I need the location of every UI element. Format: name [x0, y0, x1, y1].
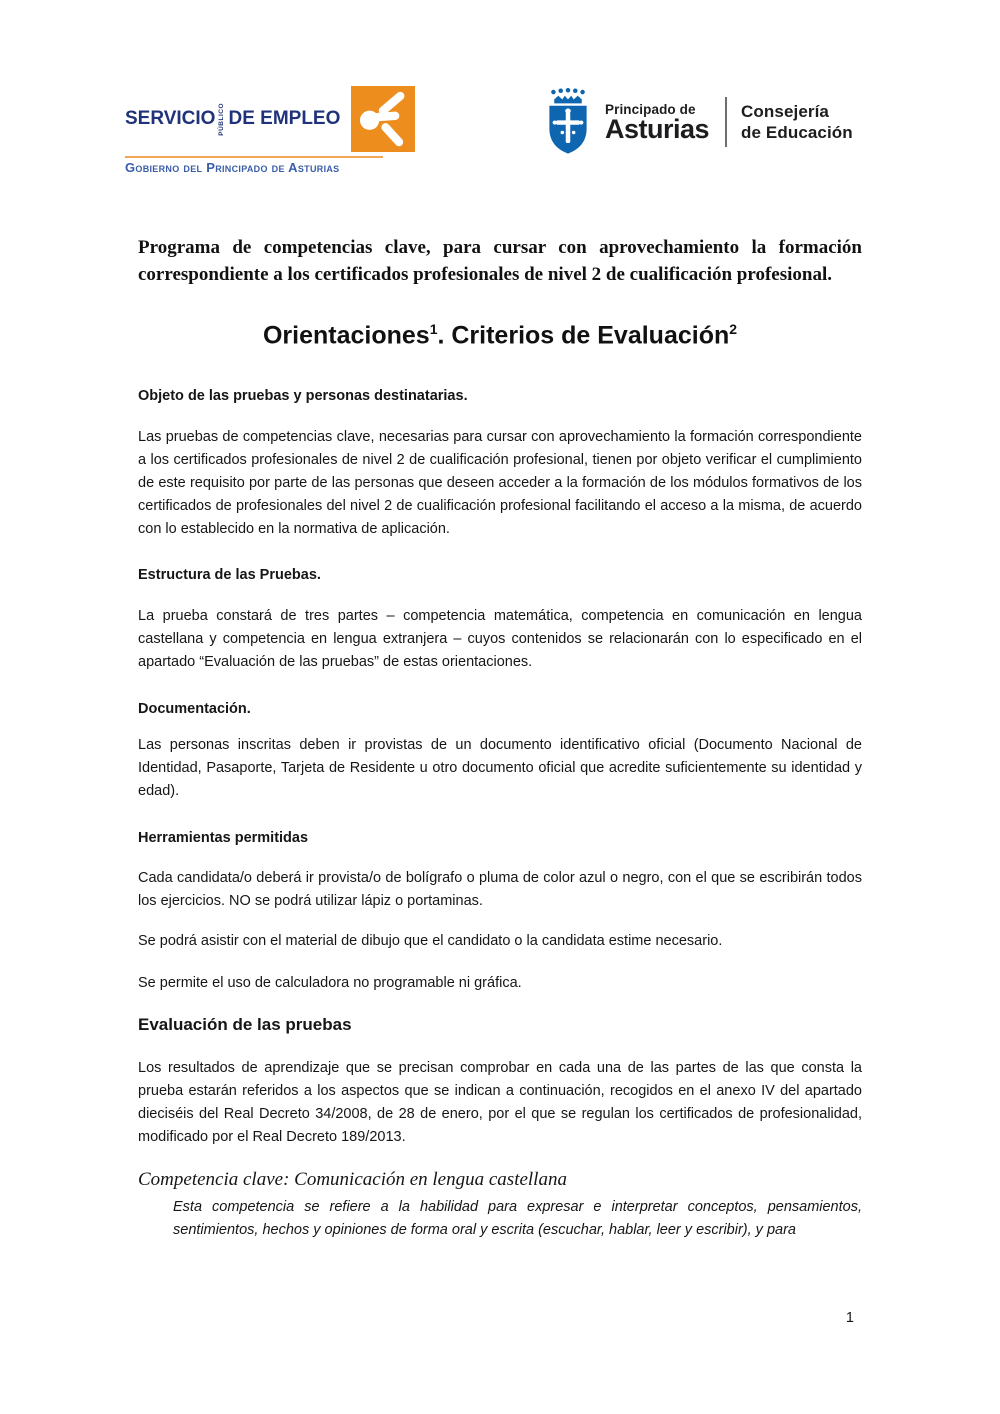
gobierno-subtitle: Gobierno del Principado de Asturias	[125, 160, 340, 175]
logo-underline	[125, 156, 383, 158]
section-heading-evaluacion: Evaluación de las pruebas	[138, 1015, 352, 1035]
section-paragraph: La prueba constará de tres partes – competencia matemática, competencia en comunicación en lengua castellana y competencia en lengua extranjera – cuyos contenidos se relacionarán con lo especificado en el apartado “Evaluación de las pruebas” de estas orientaciones.	[138, 608, 862, 671]
page-number: 1	[845, 1310, 854, 1326]
employment-service-logo	[125, 86, 383, 175]
consejeria-line2: de Educación	[741, 123, 853, 142]
section-heading-competencia-clave: Competencia clave: Comunicación en lengua castellana	[138, 1169, 567, 1191]
asturias-shield-icon	[543, 88, 593, 156]
publico-vertical-label: PÚBLICO	[218, 102, 226, 136]
section-heading-documentacion: Documentación.	[138, 701, 251, 718]
section-paragraph: Esta competencia se refiere a la habilidad para expresar e interpretar conceptos, pensamientos, sentimientos, hechos y opiniones de forma oral y escrita (escuchar, hablar, leer y escribir), y para	[173, 1199, 862, 1239]
section-paragraph: Los resultados de aprendizaje que se precisan comprobar en cada una de las partes de las que consta la prueba estarán referidos a los aspectos que se indican a continuación, recogidos en el anexo IV del apartado dieciséis del Real Decreto 34/2008, de 28 de enero, por el que se regulan los certificados de profesionalidad, modificado por el Real Decreto 189/2013.	[138, 1060, 862, 1146]
footnote-marker-2: 2	[729, 321, 738, 337]
title-part1: Orientaciones	[262, 321, 430, 350]
de-empleo-label: DE EMPLEO	[228, 108, 341, 129]
principado-de-label: Principado de	[605, 102, 696, 117]
section-paragraph: Las personas inscritas deben ir provistas de un documento identificativo oficial (Documento Nacional de Identidad, Pasaporte, Tarjeta de Residente u otro documento oficial que acredite suficientemente su identidad y edad).	[138, 737, 862, 800]
intro-paragraph: Programa de competencias clave, para cursar con aprovechamiento la formación correspondiente a los certificados profesionales de nivel 2 de cualificación profesional.	[138, 237, 862, 285]
asturias-logo	[543, 88, 853, 156]
person-share-icon	[351, 86, 415, 152]
section-paragraph: Cada candidata/o deberá ir provista/o de bolígrafo o pluma de color azul o negro, con el que se escribirán todos los ejercicios. NO se podrá utilizar lápiz o portaminas.	[138, 870, 862, 910]
asturias-label: Asturias	[605, 114, 710, 144]
consejeria-label	[741, 101, 853, 143]
servicio-label: SERVICIO	[125, 108, 216, 129]
document-content	[138, 234, 862, 1242]
consejeria-line1: Consejería	[741, 102, 829, 121]
section-paragraph: Se permite el uso de calculadora no programable ni gráfica.	[138, 975, 522, 992]
employment-service-logo-row	[125, 86, 383, 152]
section-heading-objeto: Objeto de las pruebas y personas destinatarias.	[138, 388, 468, 405]
footnote-marker-1: 1	[429, 321, 438, 337]
section-heading-herramientas: Herramientas permitidas	[138, 830, 309, 847]
section-paragraph: Se podrá asistir con el material de dibujo que el candidato o la candidata estime necesario.	[138, 933, 723, 950]
asturias-wordmark	[605, 102, 709, 142]
section-paragraph: Las pruebas de competencias clave, necesarias para cursar con aprovechamiento la formación correspondiente a los certificados profesionales de nivel 2 de cualificación profesional, tienen por objeto verificar el cumplimiento de este requisito por parte de las personas que deseen acceder a la formación de los módulos formativos de los certificados de profesionales del nivel 2 de cualificación profesional facilitando el acceso a la misma, de acuerdo con lo establecido en la normativa de aplicación.	[138, 429, 862, 538]
employment-service-wordmark	[125, 103, 340, 136]
logo-divider	[725, 97, 727, 147]
page-title	[138, 321, 862, 350]
title-part2: . Criterios de Evaluación	[437, 321, 730, 350]
section-heading-estructura: Estructura de las Pruebas.	[138, 567, 321, 584]
